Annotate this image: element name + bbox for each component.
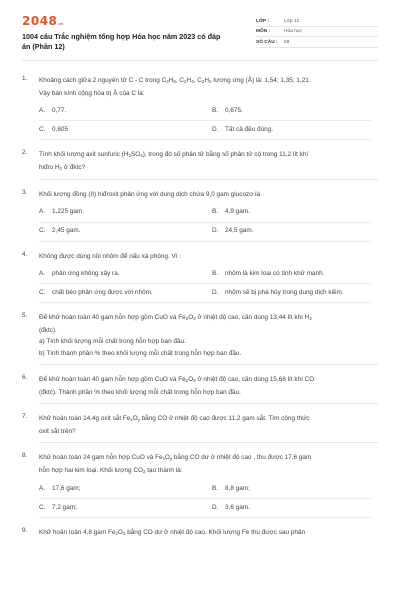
page-title	[22, 32, 232, 52]
question-item	[22, 75, 378, 140]
question-body	[39, 149, 378, 174]
question-number: 6.	[22, 374, 28, 381]
question-body	[39, 374, 378, 398]
header-left	[22, 14, 232, 52]
question-item	[22, 189, 378, 242]
question-item	[22, 527, 378, 540]
answer-option-c[interactable]: C. 0,605	[39, 121, 212, 140]
question-text: Khoảng cách giữa 2 nguyên tử C - C trong $C_2H_6$, $C_2H_4$, $C_2H_2$ tương ứng (Å) là: 1,54; 1,35; 1,21. Vậy bán kính cộng hóa trị Å của C là:	[39, 77, 311, 97]
meta-row-subject	[256, 27, 378, 38]
answer-option-a[interactable]: A. 1,225 gam.	[39, 204, 212, 223]
question-body	[39, 527, 378, 540]
question-body	[39, 75, 378, 140]
question-item	[22, 413, 378, 437]
question-text: Tính khối lượng axit sunfuric $(H_2SO_4)$, trong đó số phân tử bằng số phân tử có trong 11,2 lít khí hiđro $H_2$ ở đktc?	[39, 151, 309, 171]
logo-text: 2048	[22, 14, 58, 28]
class-label: LỚP :	[256, 18, 270, 24]
meta-row-class	[256, 16, 378, 27]
question-list	[22, 75, 378, 540]
answer-option-c[interactable]: C. 2,45 gam.	[39, 223, 212, 242]
divider	[39, 403, 378, 404]
question-item	[22, 374, 378, 398]
subject-label: MÔN :	[256, 29, 271, 34]
question-number: 7.	[22, 413, 28, 420]
divider	[39, 364, 378, 365]
answer-option-c[interactable]: C. 7,2 gam;	[39, 499, 212, 518]
question-body	[39, 452, 378, 518]
question-body	[39, 312, 378, 359]
answer-option-b[interactable]: B. 8,8 gam;	[212, 480, 372, 499]
answer-option-d[interactable]: D. nhôm sẽ bị phá hủy trong dung dịch kiềm.	[212, 284, 372, 303]
divider	[39, 179, 378, 180]
question-text: Để khử hoàn toàn 40 gam hỗn hợp gồm CuO và $Fe_2O_3$ ở nhiệt độ cao, cần dùng 13,44 lít khí $H_2$ (đktc). a) Tính khối lượng mỗi chất trong hỗn hợp ban đầu. b) Tính thành phần % theo khối lượng mỗi chất trong hỗn hợp ban đầu.	[39, 314, 312, 357]
meta-row-count	[256, 37, 378, 48]
answer-option-d[interactable]: D. 24,5 gam.	[212, 223, 372, 242]
answer-option-a[interactable]: A. 17,6 gam;	[39, 480, 212, 499]
subject-value: Hóa học	[284, 29, 302, 34]
question-body	[39, 189, 378, 242]
logo-suffix: .vn	[57, 21, 64, 26]
question-text: Khử hoàn toàn 4,8 gam $Fe_2O_3$ bằng CO dư ở nhiệt độ cao. Khối lượng Fe thu được sau phản	[39, 529, 306, 536]
question-item	[22, 452, 378, 518]
question-number: 4.	[22, 250, 28, 258]
answer-options	[39, 480, 372, 518]
answer-option-b[interactable]: B. nhôm là kim loại có tính khử mạnh.	[212, 265, 372, 284]
answer-option-c[interactable]: C. chất béo phản ứng được với nhôm.	[39, 284, 212, 303]
question-number: 1.	[22, 75, 28, 82]
class-value: Lớp 12	[284, 18, 300, 24]
answer-option-a[interactable]: A. 0,77.	[39, 102, 212, 121]
question-text: Để khử hoàn toàn 40 gam hỗn hợp gồm CuO và $Fe_2O_3$ ở nhiệt độ cao, cần dùng 15,68 lít khí CO (đktc). Thành phần % theo khối lượng mỗi chất trong hỗn hợp ban đầu.	[39, 376, 315, 396]
question-text: Khối lượng đồng (II) hiđroxit phản ứng với dung dịch chứa 9,0 gam glucozơ là	[39, 191, 261, 198]
site-logo[interactable]	[22, 14, 232, 28]
answer-option-d[interactable]: D. Tất cả đều đúng.	[212, 121, 372, 140]
document-header	[22, 14, 378, 61]
question-body	[39, 413, 378, 437]
question-count-label: SỐ CÂU :	[256, 39, 278, 45]
question-item	[22, 149, 378, 174]
question-text: Không được dùng nồi nhôm để nấu xà phòng. Vì :	[39, 252, 182, 260]
answer-option-d[interactable]: D. 3,6 gam.	[212, 499, 372, 518]
question-number: 5.	[22, 312, 28, 319]
question-item	[22, 251, 378, 304]
question-number: 2.	[22, 149, 28, 156]
question-number: 3.	[22, 189, 28, 196]
question-number: 9.	[22, 527, 28, 534]
question-count-value: 59	[284, 39, 290, 45]
answer-options	[39, 102, 372, 140]
document-meta	[256, 16, 378, 52]
question-body	[39, 251, 378, 304]
answer-option-a[interactable]: A. phản ứng không xảy ra.	[39, 265, 212, 284]
divider	[39, 442, 378, 443]
title-line-1: 1004 câu Trắc nghiệm tổng hợp Hóa học năm 2023 có đáp	[22, 32, 221, 41]
answer-option-b[interactable]: B. 4,9 gam.	[212, 204, 372, 223]
title-line-2: án (Phần 12)	[22, 42, 65, 51]
question-number: 8.	[22, 452, 28, 459]
question-text: Khử hoàn toàn 14,4g oxit sắt $Fe_xO_y$ bằng CO ở nhiệt độ cao được 11,2 gam sắt. Tìm công thức oxit sắt trên?	[39, 415, 310, 435]
question-text: Khử hoàn toàn 24 gam hỗn hợp CuO và $Fe_xO_y$ bằng CO dư ở nhiệt độ cao , thu được 17,6 gam hỗn hợp hai kim loại. Khối lượng $CO_2$ tạo thành là:	[39, 454, 312, 474]
answer-options	[39, 204, 372, 242]
question-item	[22, 312, 378, 359]
answer-options	[39, 265, 372, 303]
answer-option-b[interactable]: B. 0,675.	[212, 102, 372, 121]
